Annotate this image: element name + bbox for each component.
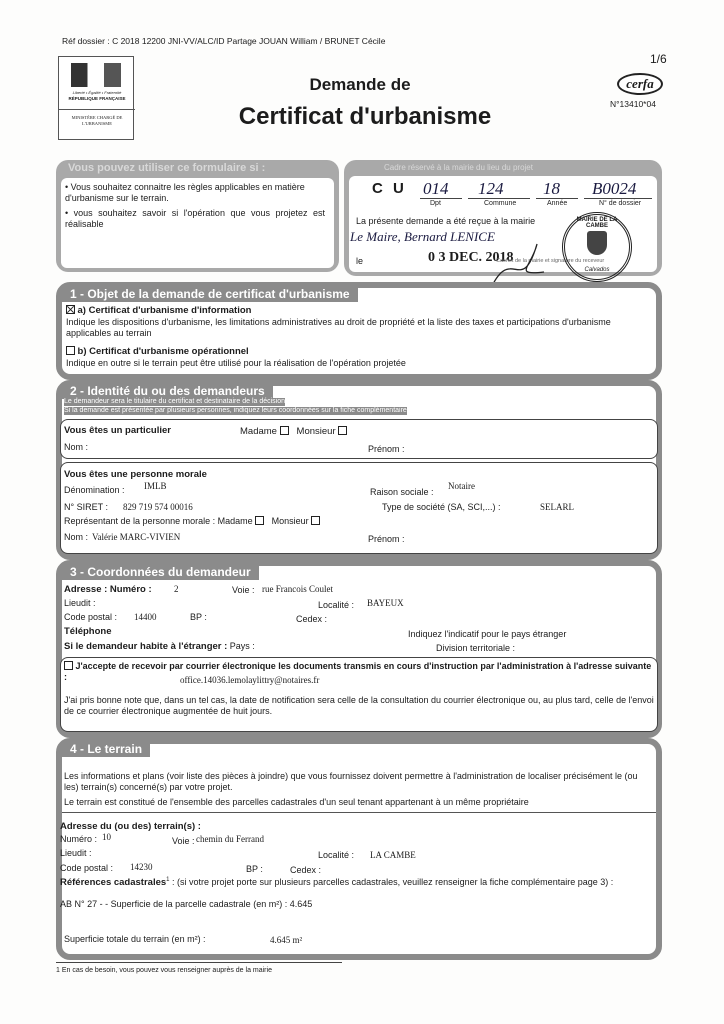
email-note: J'ai pris bonne note que, dans un tel cas, la date de notification sera celle de la consultation du courrier électronique ou, au plus tard, celle de l'envoi de ce courrier électronique augmentée de huit jours.: [64, 695, 654, 716]
section-1-title: 1 - Objet de la demande de certificat d'urbanisme: [62, 286, 358, 302]
email-accept-row: [64, 661, 654, 683]
cu-operationnel-checkbox[interactable]: [66, 346, 75, 355]
mairie-header: Cadre réservé à la mairie du lieu du projet: [384, 163, 533, 172]
terrain-voie-value: chemin du Ferrand: [196, 834, 264, 844]
terrain-numero-label: Numéro :: [60, 834, 98, 844]
section-2-sub2: Si la demande est présentée par plusieurs personnes, indiquez leurs coordonnées sur la fiche complémentaire: [64, 407, 407, 414]
representant-prenom-label: Prénom :: [368, 534, 405, 544]
logo-ministere: MINISTÈRE CHARGÉ DE L'URBANISME: [71, 115, 123, 126]
label-annee: Année: [547, 200, 568, 207]
references-label: Références cadastrales: [60, 877, 167, 888]
mairie-stamp: [562, 212, 632, 282]
particulier-prenom-label: Prénom :: [368, 444, 405, 454]
section-3-title: 3 - Coordonnées du demandeur: [62, 564, 259, 580]
intro-header: Vous pouvez utiliser ce formulaire si :: [68, 162, 266, 174]
cerfa-logo: [617, 73, 663, 95]
bp-label: BP :: [190, 612, 207, 622]
representant-monsieur-checkbox[interactable]: [311, 516, 320, 525]
terrain-numero-value: 10: [102, 832, 111, 842]
parcelle-line: AB N° 27 - - Superficie de la parcelle cadastrale (en m²) : 4.645: [60, 899, 313, 909]
cu-commune: 124: [478, 179, 504, 198]
representant-row: [64, 516, 320, 527]
siret-value: 829 719 574 00016: [123, 502, 193, 512]
received-text: La présente demande a été reçue à la mairie: [356, 216, 536, 226]
signature-label: Cachet de la mairie et signature du receveur: [496, 258, 605, 264]
option-a-row: [66, 305, 251, 316]
title-line1: Demande de: [309, 75, 411, 94]
section-2-title: 2 - Identité du ou des demandeurs: [62, 383, 273, 399]
cedex-label: Cedex :: [296, 614, 328, 624]
cerfa-number: N°13410*04: [610, 99, 656, 109]
option-a-label: a) Certificat d'urbanisme d'information: [77, 305, 252, 316]
label-dossier: N° de dossier: [599, 200, 642, 207]
morale-label: Vous êtes une personne morale: [64, 469, 207, 480]
page-title: Certificat d'urbanisme: [238, 103, 492, 130]
particulier-nom-label: Nom :: [64, 442, 89, 452]
section-2-sub1: Le demandeur sera le titulaire du certificat et destinataire de la décision: [64, 398, 286, 405]
references-row: Références cadastrales$^1$ : (si votre projet porte sur plusieurs parcelles cadastrales, veuillez renseigner la fiche complémentaire page 3) :: [60, 877, 614, 888]
representant-nom-label: Nom :: [64, 532, 89, 542]
cu-annee: 18: [543, 179, 560, 198]
option-b-description: Indique en outre si le terrain peut être utilisé pour la réalisation de l'opération projetée: [66, 358, 406, 368]
lieudit-label: Lieudit :: [64, 598, 96, 608]
terrain-intro-2: Le terrain est constitué de l'ensemble des parcelles cadastrales d'un seul tenant appartenant à un même propriétaire: [64, 797, 529, 807]
localite-value: BAYEUX: [367, 598, 404, 608]
label-dpt: Dpt: [430, 200, 441, 207]
page-number: 1/6: [650, 52, 667, 66]
email-accept-text: J'accepte de recevoir par courrier électronique les documents transmis en cours d'instruction par l'administration à l'adresse suivante :: [64, 661, 652, 682]
logo-republique: RÉPUBLIQUE FRANÇAISE: [68, 96, 126, 101]
logo-motto: Liberté • Égalité • Fraternité: [72, 90, 122, 95]
cu-dossier: B0024: [592, 179, 637, 198]
localite-label: Localité :: [318, 600, 355, 610]
marianne-icon: [71, 63, 121, 87]
denomination-label: Dénomination :: [64, 485, 125, 495]
voie-label: Voie :: [232, 585, 255, 595]
date-stamp: 0 3 DEC. 2018: [428, 250, 514, 265]
received-name: Le Maire, Bernard LENICE: [350, 229, 495, 244]
superficie-totale-value: 4.645 m²: [270, 935, 303, 945]
telephone-label: Téléphone: [64, 626, 112, 637]
particulier-monsieur-checkbox[interactable]: [338, 426, 347, 435]
republique-logo: [58, 56, 134, 140]
cu-information-checkbox[interactable]: [66, 305, 75, 314]
pays-label: Pays :: [229, 641, 255, 651]
denomination-value: IMLB: [144, 481, 167, 491]
terrain-lieudit-label: Lieudit :: [60, 848, 92, 858]
code-postal-value: 14400: [134, 612, 157, 622]
monsieur-label: Monsieur: [296, 426, 336, 437]
etranger-label: Si le demandeur habite à l'étranger :: [64, 641, 228, 652]
terrain-cp-label: Code postal :: [60, 863, 114, 873]
reference-dossier: Réf dossier : C 2018 12200 JNI-VV/ALC/ID Partage JOUAN William / BRUNET Cécile: [62, 36, 386, 46]
superficie-totale-label: Superficie totale du terrain (en m²) :: [64, 934, 206, 944]
stamp-top: MAIRIE DE LA CAMBE: [576, 217, 618, 229]
particulier-label: Vous êtes un particulier: [64, 425, 171, 436]
option-a-description: Indique les dispositions d'urbanisme, les limitations administratives au droit de propriété et la liste des taxes et participations d'urbanisme applicables au terrain: [66, 317, 611, 338]
etranger-row: [64, 641, 255, 652]
cerfa-text: cerfa: [626, 76, 654, 91]
raison-sociale-value: Notaire: [448, 481, 475, 491]
representant-nom-value: Valérie MARC-VIVIEN: [92, 532, 181, 542]
indicatif-label: Indiquez l'indicatif pour le pays étranger: [408, 629, 567, 639]
voie-value: rue Francois Coulet: [262, 584, 333, 594]
terrain-cedex-label: Cedex :: [290, 865, 322, 875]
siret-label: N° SIRET :: [64, 502, 108, 512]
option-b-row: [66, 346, 249, 357]
type-societe-value: SELARL: [540, 502, 575, 512]
terrain-bp-label: BP :: [246, 864, 263, 874]
terrain-localite-value: LA CAMBE: [370, 850, 416, 860]
monsieur-label-2: Monsieur: [271, 516, 309, 526]
intro-bullet-2: • vous souhaitez savoir si l'opération que vous projetez est réalisable: [65, 208, 325, 229]
label-le: le: [356, 256, 364, 266]
footnote: 1 En cas de besoin, vous pouvez vous renseigner auprès de la mairie: [56, 967, 272, 974]
adresse-label: Adresse : Numéro :: [64, 584, 152, 595]
email-accept-checkbox[interactable]: [64, 661, 73, 670]
terrain-cp-value: 14230: [130, 862, 153, 872]
label-commune: Commune: [484, 200, 517, 207]
option-b-label: b) Certificat d'urbanisme opérationnel: [77, 346, 249, 357]
terrain-intro-1: Les informations et plans (voir liste des pièces à joindre) que vous fournissez doivent permettre à l'administration de localiser précisément le (ou les) terrain(s) concerné(s) par votre projet.: [64, 771, 638, 792]
adresse-numero-value: 2: [174, 584, 179, 594]
email-value: office.14036.lemolaylittry@notaires.fr: [180, 675, 320, 685]
representant-label: Représentant de la personne morale :: [64, 516, 216, 526]
cu-label: C U: [372, 180, 407, 197]
particulier-madame-checkbox[interactable]: [280, 426, 289, 435]
references-note: : (si votre projet porte sur plusieurs parcelles cadastrales, veuillez renseigner la fiche complémentaire page 3) :: [172, 877, 614, 887]
representant-madame-checkbox[interactable]: [255, 516, 264, 525]
cu-dpt: 014: [423, 179, 449, 198]
madame-label-2: Madame: [217, 516, 253, 526]
stamp-bottom: Calvados: [584, 267, 610, 273]
section-4-title: 4 - Le terrain: [62, 741, 150, 757]
type-societe-label: Type de société (SA, SCI,...) :: [382, 502, 501, 512]
stamp-emblem-icon: [587, 231, 607, 255]
terrain-adresse-label: Adresse du (ou des) terrain(s) :: [60, 821, 201, 832]
intro-box: [56, 160, 339, 272]
raison-sociale-label: Raison sociale :: [370, 487, 434, 497]
terrain-voie-label: Voie :: [172, 836, 195, 846]
division-label: Division territoriale :: [436, 643, 516, 653]
terrain-localite-label: Localité :: [318, 850, 355, 860]
intro-bullet-1: • Vous souhaitez connaitre les règles applicables en matière d'urbanisme sur le terrain.: [65, 182, 305, 203]
civilite-particulier: [240, 426, 347, 437]
madame-label: Madame: [240, 426, 277, 437]
code-postal-label: Code postal :: [64, 612, 118, 622]
